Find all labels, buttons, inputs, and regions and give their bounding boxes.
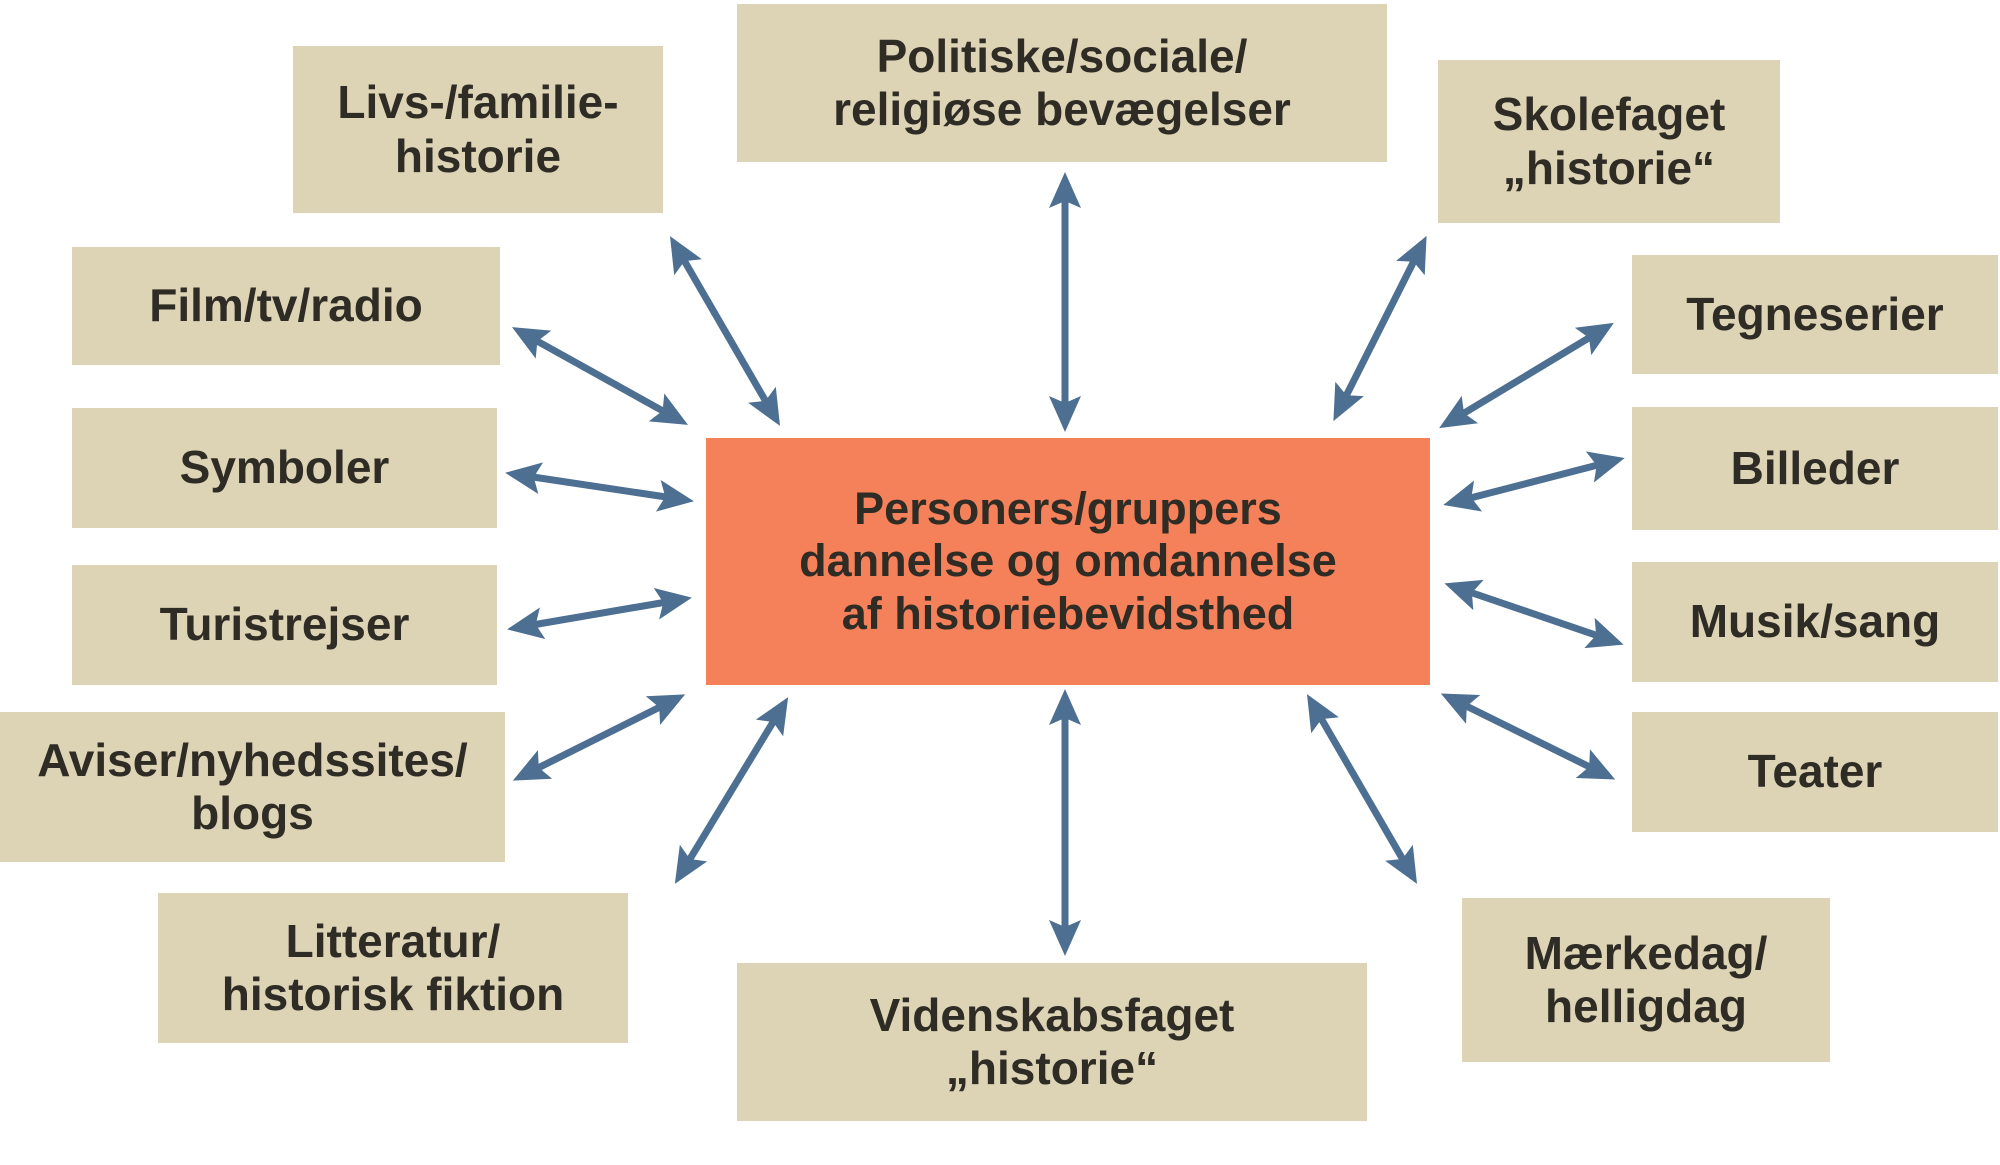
node-livs-familie-historie: Livs-/familie- historie	[293, 46, 663, 213]
node-film-tv-radio: Film/tv/radio	[72, 247, 500, 365]
node-musik-sang: Musik/sang	[1632, 562, 1998, 682]
node-billeder: Billeder	[1632, 407, 1998, 530]
node-politiske-sociale-religiose-bevaegelser: Politiske/sociale/ religiøse bevægelser	[737, 4, 1387, 162]
arrow-center-maerkedag	[1311, 701, 1413, 877]
node-aviser-nyhedssites-blogs: Aviser/nyhedssites/ blogs	[0, 712, 505, 862]
node-tegneserier: Tegneserier	[1632, 255, 1998, 374]
node-symboler: Symboler	[72, 408, 497, 528]
arrow-center-film	[519, 331, 681, 421]
node-litteratur-historisk-fiktion: Litteratur/ historisk fiktion	[158, 893, 628, 1043]
arrow-center-skolefaget	[1337, 243, 1423, 414]
node-turistrejser: Turistrejser	[72, 565, 497, 685]
node-maerkedag-helligdag: Mærkedag/ helligdag	[1462, 898, 1830, 1062]
arrow-center-aviser	[520, 698, 678, 777]
arrow-center-turistrejser	[515, 599, 684, 628]
node-videnskabsfaget-historie: Videnskabsfaget „historie“	[737, 963, 1367, 1121]
arrow-center-litteratur	[679, 704, 784, 877]
arrow-center-tegneserier	[1446, 327, 1607, 424]
arrow-center-billeder	[1451, 460, 1617, 503]
node-skolefaget-historie: Skolefaget „historie“	[1438, 60, 1780, 223]
arrow-center-symboler	[513, 474, 686, 500]
arrow-center-musik	[1452, 586, 1616, 642]
arrow-center-teater	[1448, 697, 1608, 776]
arrow-center-livs	[674, 243, 776, 419]
node-teater: Teater	[1632, 712, 1998, 832]
node-center-historiebevidsthed: Personers/gruppers dannelse og omdannelse af historiebevidsthed	[706, 438, 1430, 685]
